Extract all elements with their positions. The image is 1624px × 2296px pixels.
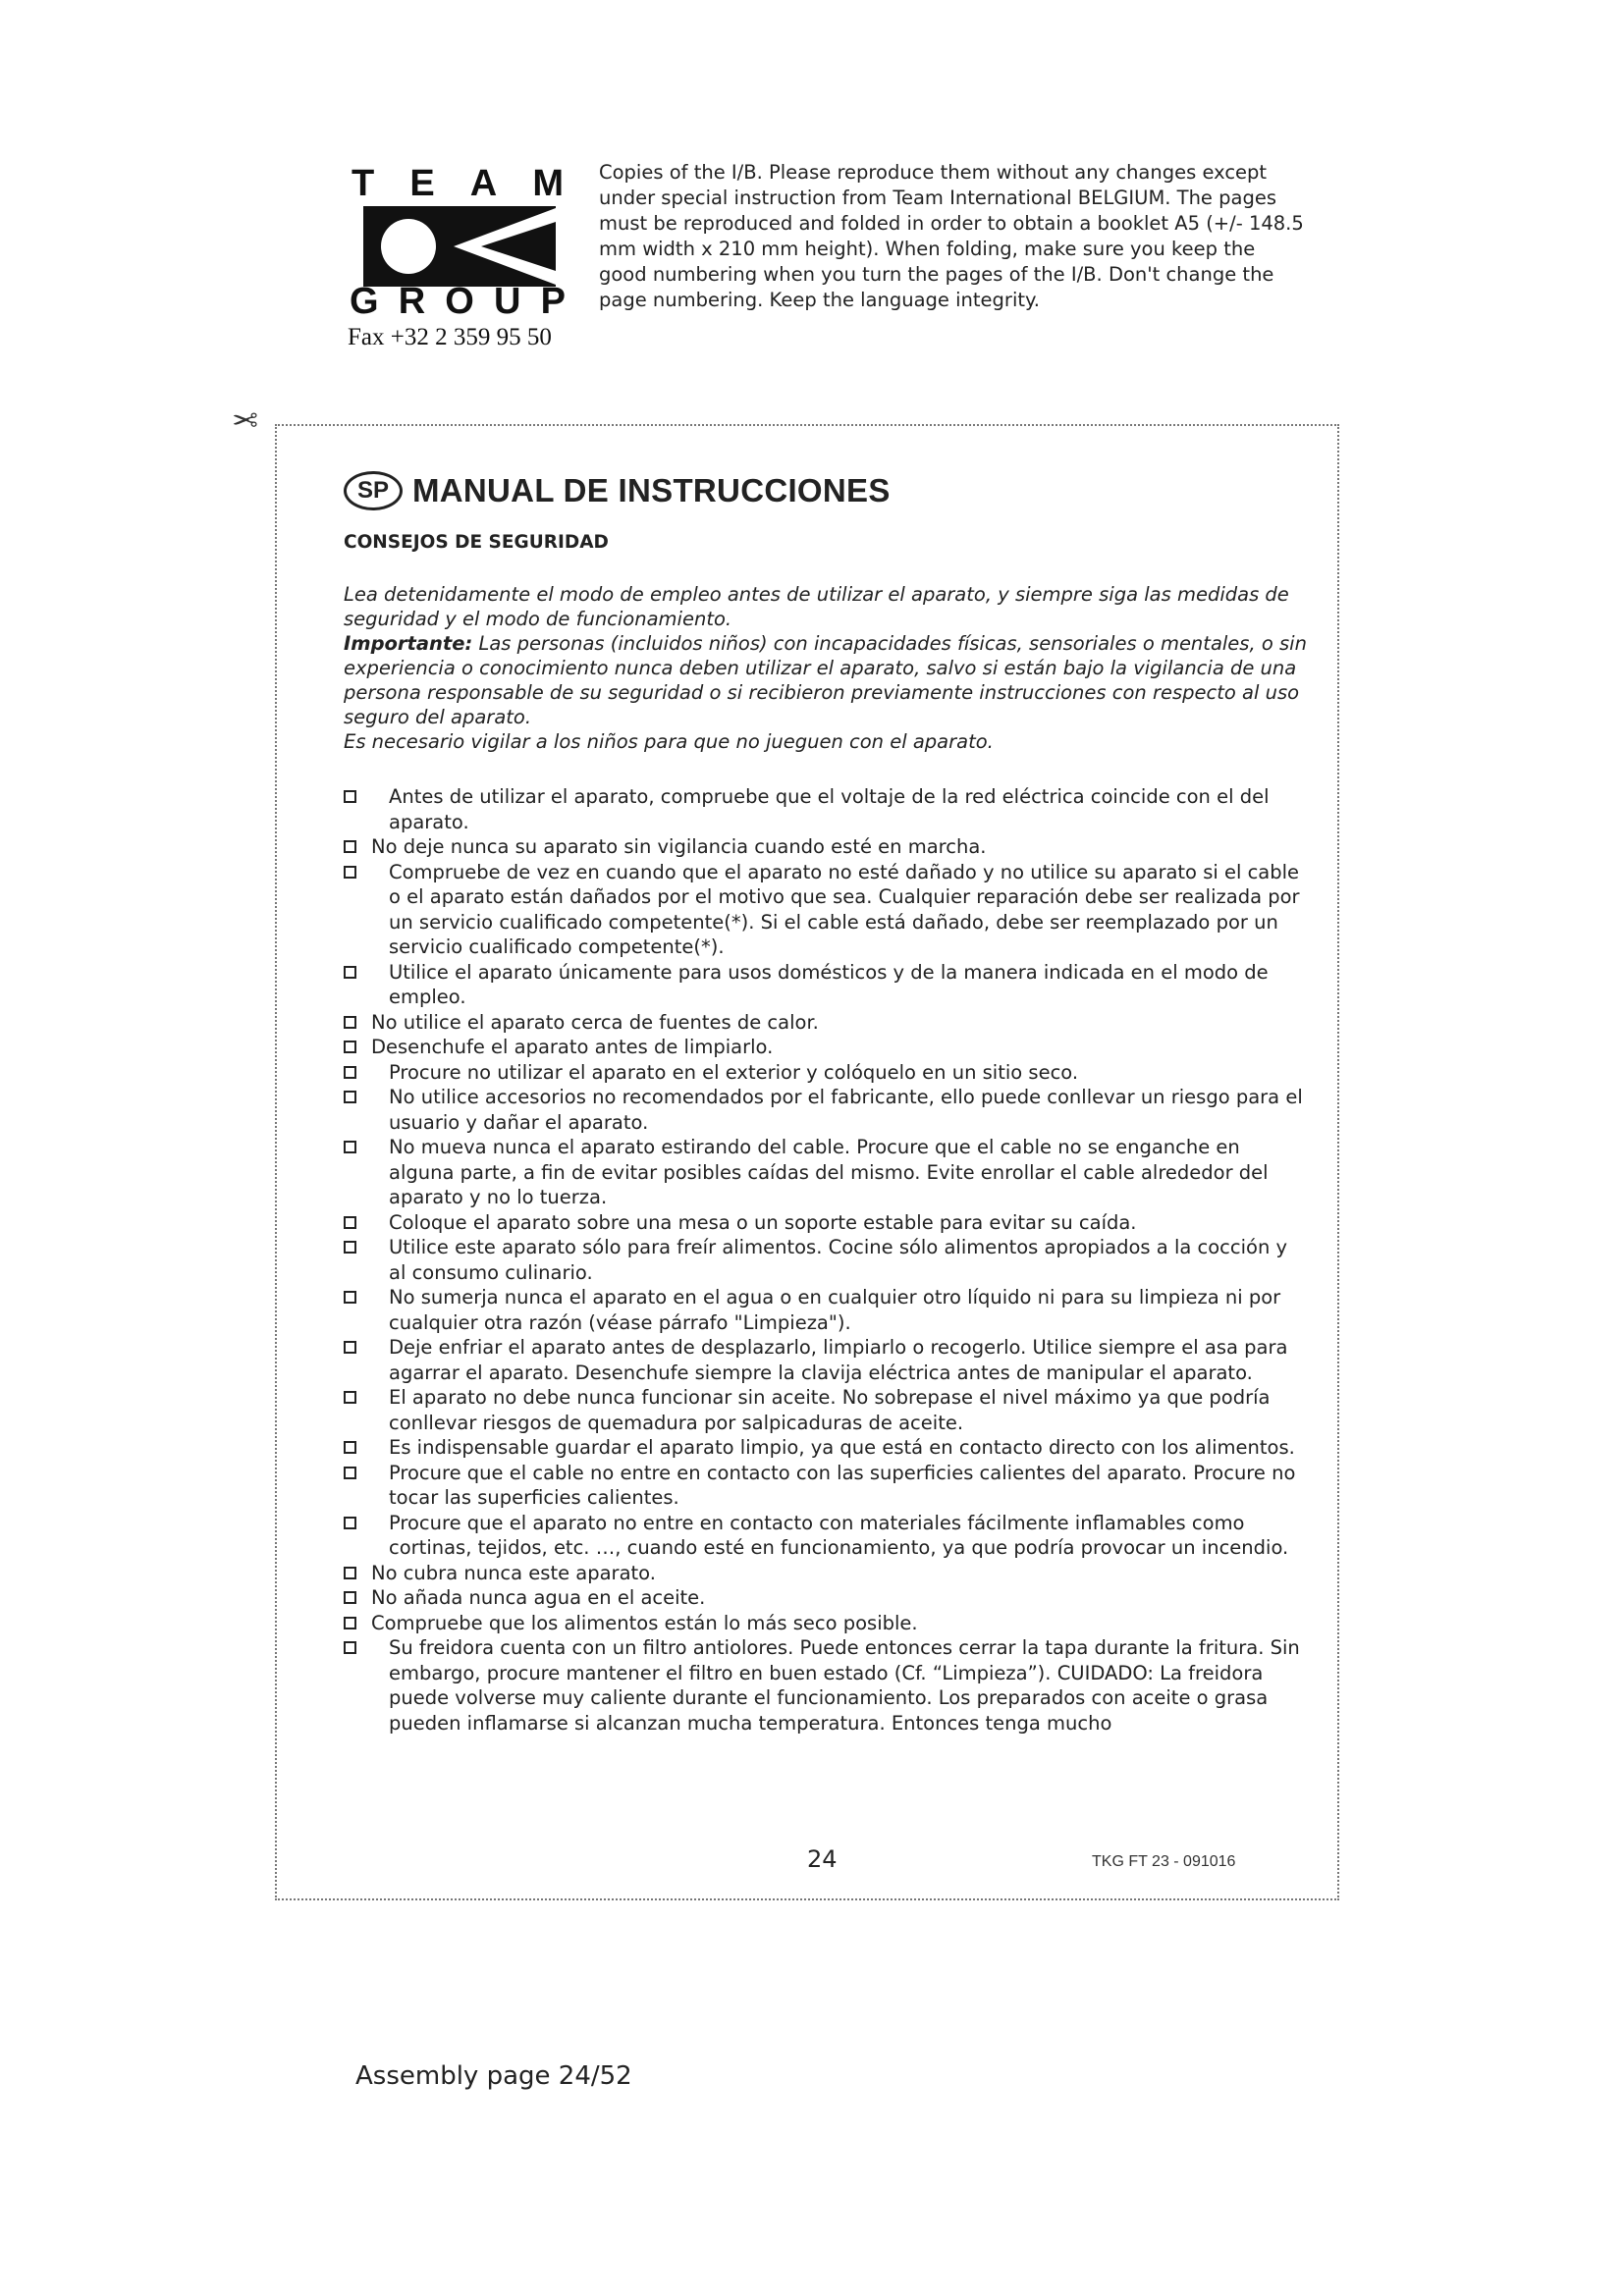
list-item	[344, 1385, 1308, 1435]
list-item	[344, 1461, 1308, 1511]
checkbox-bullet-icon	[344, 840, 356, 853]
list-item-text: Desenchufe el aparato antes de limpiarlo.	[371, 1036, 774, 1058]
list-item-text: No añada nunca agua en el aceite.	[371, 1586, 706, 1609]
checkbox-bullet-icon	[344, 1141, 356, 1153]
checkbox-bullet-icon	[344, 1341, 356, 1354]
checkbox-bullet-icon	[344, 866, 356, 879]
checkbox-bullet-icon	[344, 1567, 356, 1579]
important-paragraph	[344, 631, 1316, 729]
list-item	[344, 960, 1308, 1010]
page-title: MANUAL DE INSTRUCCIONES	[412, 472, 891, 508]
checkbox-bullet-icon	[344, 1066, 356, 1079]
list-item-text: No mueva nunca el aparato estirando del cable. Procure que el cable no se enganche en alguna parte, a fin de evitar posibles caídas del mismo. Evite enrollar el cable alrededor del aparato y no lo tuerza.	[389, 1136, 1269, 1208]
checkbox-bullet-icon	[344, 1441, 356, 1454]
list-item	[344, 1210, 1308, 1236]
list-item	[344, 1035, 1308, 1060]
list-item	[344, 834, 1308, 860]
list-item	[344, 1561, 1308, 1586]
checkbox-bullet-icon	[344, 1291, 356, 1304]
checkbox-bullet-icon	[344, 1641, 356, 1654]
list-item	[344, 1585, 1308, 1611]
checkbox-bullet-icon	[344, 1016, 356, 1029]
scissors-icon: ✂	[232, 400, 258, 438]
list-item-text: No deje nunca su aparato sin vigilancia cuando esté en marcha.	[371, 835, 987, 858]
checkbox-bullet-icon	[344, 1241, 356, 1254]
intro-block	[344, 582, 1316, 754]
checkbox-bullet-icon	[344, 1091, 356, 1103]
checkbox-bullet-icon	[344, 1617, 356, 1629]
list-item-text: Es indispensable guardar el aparato limpio, ya que está en contacto directo con los alimentos.	[389, 1436, 1295, 1459]
list-item	[344, 860, 1308, 960]
list-item-text: Compruebe de vez en cuando que el aparato no esté dañado y no utilice su aparato si el cable o el aparato están dañados por el motivo que sea. Cualquier reparación debe ser realizada por un servicio cualificado competente(*). Si el cable está dañado, debe ser reemplazado por un servicio cualificado competente(*).	[389, 860, 1300, 958]
list-item	[344, 784, 1308, 834]
checkbox-bullet-icon	[344, 1517, 356, 1529]
list-item-text: Deje enfriar el aparato antes de desplazarlo, limpiarlo o recogerlo. Utilice siempre el asa para agarrar el aparato. Desenchufe siempre la clavija eléctrica antes de manipular el aparato.	[389, 1336, 1288, 1384]
checkbox-bullet-icon	[344, 1391, 356, 1404]
checkbox-bullet-icon	[344, 1591, 356, 1604]
list-item	[344, 1335, 1308, 1385]
list-item	[344, 1511, 1308, 1561]
page-number: 24	[807, 1845, 838, 1873]
logo-group-word: G R O U P	[350, 281, 566, 322]
logo-mark-icon	[363, 206, 556, 287]
list-item-text: No utilice el aparato cerca de fuentes de calor.	[371, 1010, 819, 1034]
checkbox-bullet-icon	[344, 1467, 356, 1479]
list-item-text: Procure que el cable no entre en contacto con las superficies calientes del aparato. Procure no tocar las superficies calientes.	[389, 1461, 1296, 1509]
assembly-page-label: Assembly page 24/52	[355, 2061, 632, 2091]
list-item	[344, 1010, 1308, 1036]
list-item-text: Utilice este aparato sólo para freír alimentos. Cocine sólo alimentos apropiados a la cocción y al consumo culinario.	[389, 1236, 1288, 1284]
checkbox-bullet-icon	[344, 966, 356, 979]
list-item-text: No cubra nunca este aparato.	[371, 1561, 656, 1584]
list-item-text: Coloque el aparato sobre una mesa o un soporte estable para evitar su caída.	[389, 1210, 1137, 1234]
list-item-text: No utilice accesorios no recomendados por el fabricante, ello puede conllevar un riesgo para el usuario y dañar el aparato.	[389, 1086, 1303, 1134]
list-item	[344, 1085, 1308, 1135]
important-text: Las personas (incluidos niños) con incapacidades físicas, sensoriales o mentales, o sin experiencia o conocimiento nunca deben utilizar el aparato, salvo si están bajo la vigilancia de una persona responsable de su seguridad o si recibieron previamente instrucciones con respecto al uso seguro del aparato.	[344, 632, 1307, 728]
list-item	[344, 1285, 1308, 1335]
list-item-text: Compruebe que los alimentos están lo más seco posible.	[371, 1611, 918, 1634]
document-code: TKG FT 23 - 091016	[1092, 1853, 1236, 1870]
list-item-text: No sumerja nunca el aparato en el agua o en cualquier otro líquido ni para su limpieza ni por cualquier otra razón (véase párrafo "Limpieza").	[389, 1286, 1281, 1334]
list-item-text: Procure no utilizar el aparato en el exterior y colóquelo en un sitio seco.	[389, 1060, 1079, 1084]
list-item-text: Antes de utilizar el aparato, compruebe que el voltaje de la red eléctrica coincide con el del aparato.	[389, 785, 1270, 833]
reproduction-note: Copies of the I/B. Please reproduce them without any changes except under special instruction from Team International BELGIUM. The pages must be reproduced and folded in order to obtain a booklet A5 (+/- 148.5 mm width x 210 mm height). When folding, make sure you keep the good numbering when you turn the pages of the I/B. Don't change the page numbering. Keep the language integrity.	[599, 161, 1304, 311]
logo-team-word: T E A M	[352, 163, 564, 204]
intro-paragraph: Lea detenidamente el modo de empleo antes de utilizar el aparato, y siempre siga las medidas de seguridad y el modo de funcionamiento.	[344, 583, 1289, 630]
list-item	[344, 1635, 1308, 1735]
list-item-text: El aparato no debe nunca funcionar sin aceite. No sobrepase el nivel máximo ya que podría conllevar riesgos de quemadura por salpicaduras de aceite.	[389, 1386, 1271, 1434]
list-item	[344, 1235, 1308, 1285]
manual-title-row	[344, 466, 891, 515]
checkbox-bullet-icon	[344, 1216, 356, 1229]
list-item-text: Utilice el aparato únicamente para usos domésticos y de la manera indicada en el modo de empleo.	[389, 960, 1269, 1008]
list-item-text: Procure que el aparato no entre en contacto con materiales fácilmente inflamables como cortinas, tejidos, etc. …, cuando esté en funcionamiento, ya que podría provocar un incendio.	[389, 1511, 1289, 1559]
section-heading: CONSEJOS DE SEGURIDAD	[344, 532, 609, 553]
language-badge: SP	[344, 471, 403, 510]
supervision-paragraph: Es necesario vigilar a los niños para que no jueguen con el aparato.	[344, 730, 994, 753]
list-item	[344, 1435, 1308, 1461]
list-item	[344, 1135, 1308, 1210]
fax-number: Fax +32 2 359 95 50	[348, 324, 552, 350]
important-label: Importante:	[344, 632, 473, 655]
list-item-text: Su freidora cuenta con un filtro antiolores. Puede entonces cerrar la tapa durante la fritura. Sin embargo, procure mantener el filtro en buen estado (Cf. “Limpieza”). CUIDADO: La freidora puede volverse muy caliente durante el funcionamiento. Los preparados con aceite o grasa pueden inflamarse si alcanzan mucha temperatura. Entonces tenga mucho	[389, 1636, 1300, 1735]
checkbox-bullet-icon	[344, 790, 356, 803]
checkbox-bullet-icon	[344, 1041, 356, 1053]
safety-list	[344, 784, 1308, 1735]
list-item	[344, 1060, 1308, 1086]
list-item	[344, 1611, 1308, 1636]
